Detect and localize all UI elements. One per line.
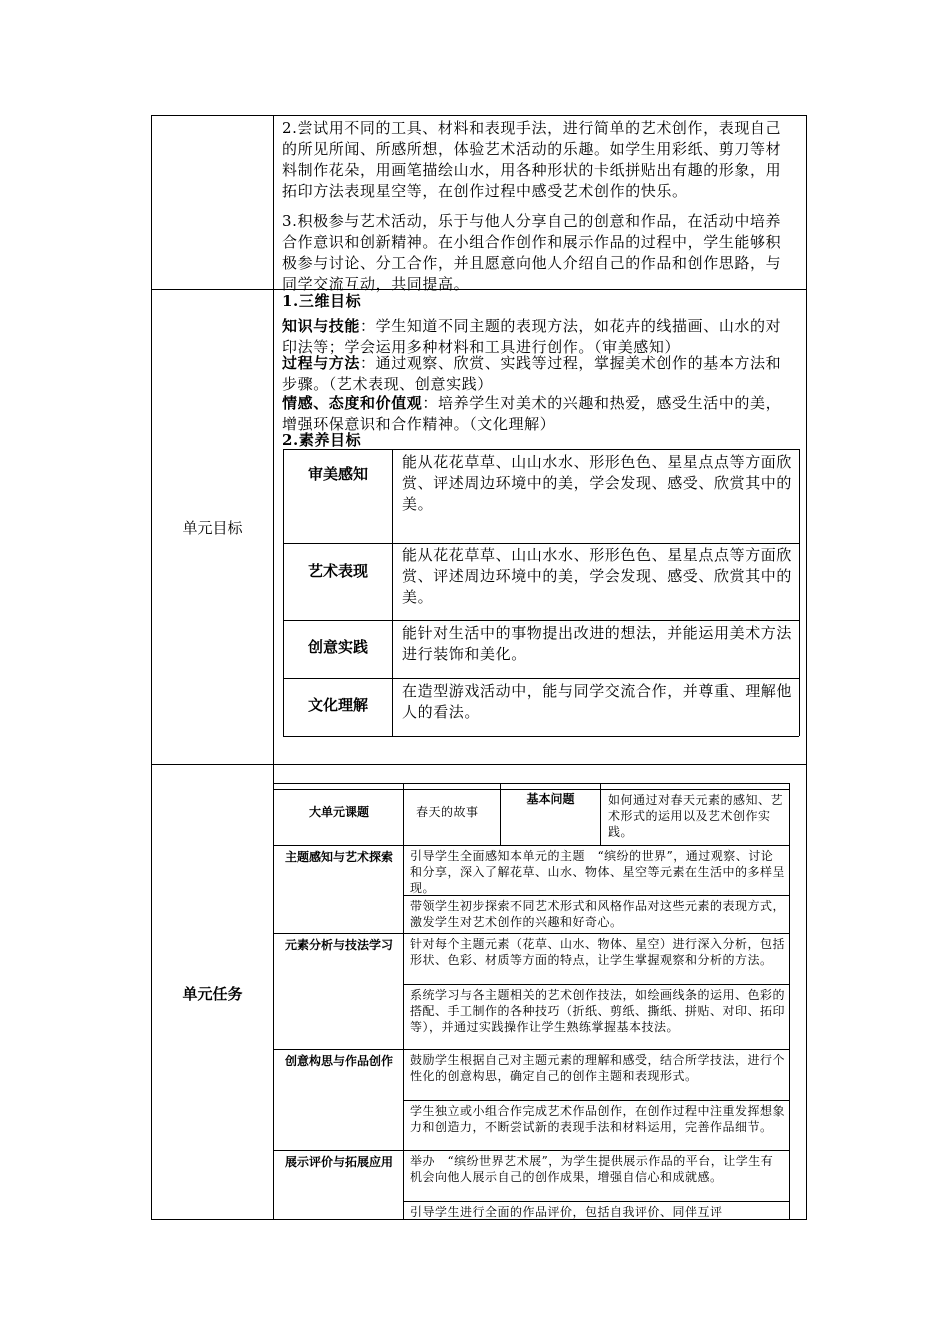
literacy-name-art-expression: 艺术表现 — [307, 562, 368, 580]
literacy-text-aesthetic: 能从花花草草、山山水水、形形色色、星星点点等方面欣赏、评述周边环境中的美，学会发现、感受、欣赏其中的美。 — [402, 453, 793, 513]
phase-row: 针对每个主题元素（花草、山水、物体、星空）进行深入分析，包括形状、色彩、材质等方面的特点，让学生掌握观察和分析的方法。 — [410, 937, 786, 967]
process-method — [282, 353, 794, 395]
phase-row: 举办 “缤纷世界艺术展”，为学生提供展示作品的平台，让学生有机会向他人展示自己的创作成果，增强自信心和成就感。 — [410, 1154, 774, 1184]
phase-row: 系统学习与各主题相关的艺术创作技法，如绘画线条的运用、色彩的搭配、手工制作的各种技巧（折纸、剪纸、撕纸、拼贴、对印、拓印等），并通过实践操作让学生熟练掌握基本技法。 — [410, 988, 786, 1034]
phase-row: 鼓励学生根据自己对主题元素的理解和感受，结合所学技法，进行个性化的创意构思，确定自己的创作主题和表现形式。 — [410, 1053, 786, 1083]
three-dim-title: 1.三维目标 — [282, 292, 362, 310]
question-label: 基本问题 — [526, 792, 575, 806]
literacy-title: 2.素养目标 — [282, 431, 362, 449]
process-text: ：通过观察、欣赏、实践等过程，掌握美术创作的基本方法和步骤。（艺术表现、创意实践） — [282, 354, 782, 393]
phase-row: 学生独立或小组合作完成艺术作品创作，在创作过程中注重发挥想象力和创造力，不断尝试新的表现手法和材料运用，完善作品细节。 — [410, 1104, 786, 1134]
literacy-text-art-expression: 能从花花草草、山山水水、形形色色、星星点点等方面欣赏、评述周边环境中的美，学会发现、感受、欣赏其中的美。 — [402, 546, 793, 606]
phase-name: 创意构思与作品创作 — [284, 1054, 393, 1068]
question-value: 如何通过对春天元素的感知、艺术形式的运用以及艺术创作实践。 — [608, 793, 784, 839]
phase-row: 引导学生全面感知本单元的主题 “缤纷的世界”，通过观察、讨论和分享，深入了解花草、山水、物体、星空等元素在生活中的多样呈现。 — [410, 849, 786, 895]
literacy-name-aesthetic: 审美感知 — [307, 465, 368, 483]
emotion-value — [282, 393, 794, 435]
phase-name: 元素分析与技法学习 — [284, 938, 393, 952]
phase-row: 带领学生初步探索不同艺术形式和风格作品对这些元素的表现方式，激发学生对艺术创作的兴趣和好奇心。 — [410, 899, 786, 929]
goal-item-2: 2.尝试用不同的工具、材料和表现手法，进行简单的艺术创作，表现自己的所见所闻、所感所想，体验艺术活动的乐趣。如学生用彩纸、剪刀等材料制作花朵，用画笔描绘山水，用各种形状的卡纸拼贴出有趣的形象，用拓印方法表现星空等，在创作过程中感受艺术创作的快乐。 — [282, 119, 782, 200]
unit-goal-label: 单元目标 — [182, 519, 243, 537]
phase-name: 展示评价与拓展应用 — [284, 1155, 393, 1169]
process-label: 过程与方法 — [282, 354, 361, 372]
phase-name: 主题感知与艺术探索 — [284, 850, 393, 864]
goal-item-3: 3.积极参与艺术活动，乐于与他人分享自己的创意和作品，在活动中培养合作意识和创新精神。在小组合作创作和展示作品的过程中，学生能够积极参与讨论、分工合作，并且愿意向他人介绍自己的作品和创作思路，与同学交流互动，共同提高。 — [282, 212, 782, 293]
literacy-name-creative-practice: 创意实践 — [307, 638, 368, 656]
topic-label: 大单元课题 — [308, 805, 369, 819]
topic-value: 春天的故事 — [416, 805, 479, 819]
phase-row: 引导学生进行全面的作品评价，包括自我评价、同伴互评 — [410, 1205, 723, 1219]
emotion-label: 情感、态度和价值观 — [282, 394, 423, 412]
literacy-text-cultural: 在造型游戏活动中，能与同学交流合作，并尊重、理解他人的看法。 — [402, 682, 793, 721]
literacy-text-creative-practice: 能针对生活中的事物提出改进的想法，并能运用美术方法进行装饰和美化。 — [402, 624, 793, 663]
literacy-name-cultural: 文化理解 — [307, 696, 368, 714]
knowledge-label: 知识与技能 — [282, 317, 361, 335]
emotion-text: ：培养学生对美术的兴趣和热爱，感受生活中的美，增强环保意识和合作精神。（文化理解） — [282, 394, 782, 433]
knowledge-skill — [282, 316, 794, 358]
unit-task-label: 单元任务 — [182, 985, 243, 1003]
knowledge-text: ：学生知道不同主题的表现方法，如花卉的线描画、山水的对印法等；学会运用多种材料和工具进行创作。（审美感知） — [282, 317, 782, 356]
